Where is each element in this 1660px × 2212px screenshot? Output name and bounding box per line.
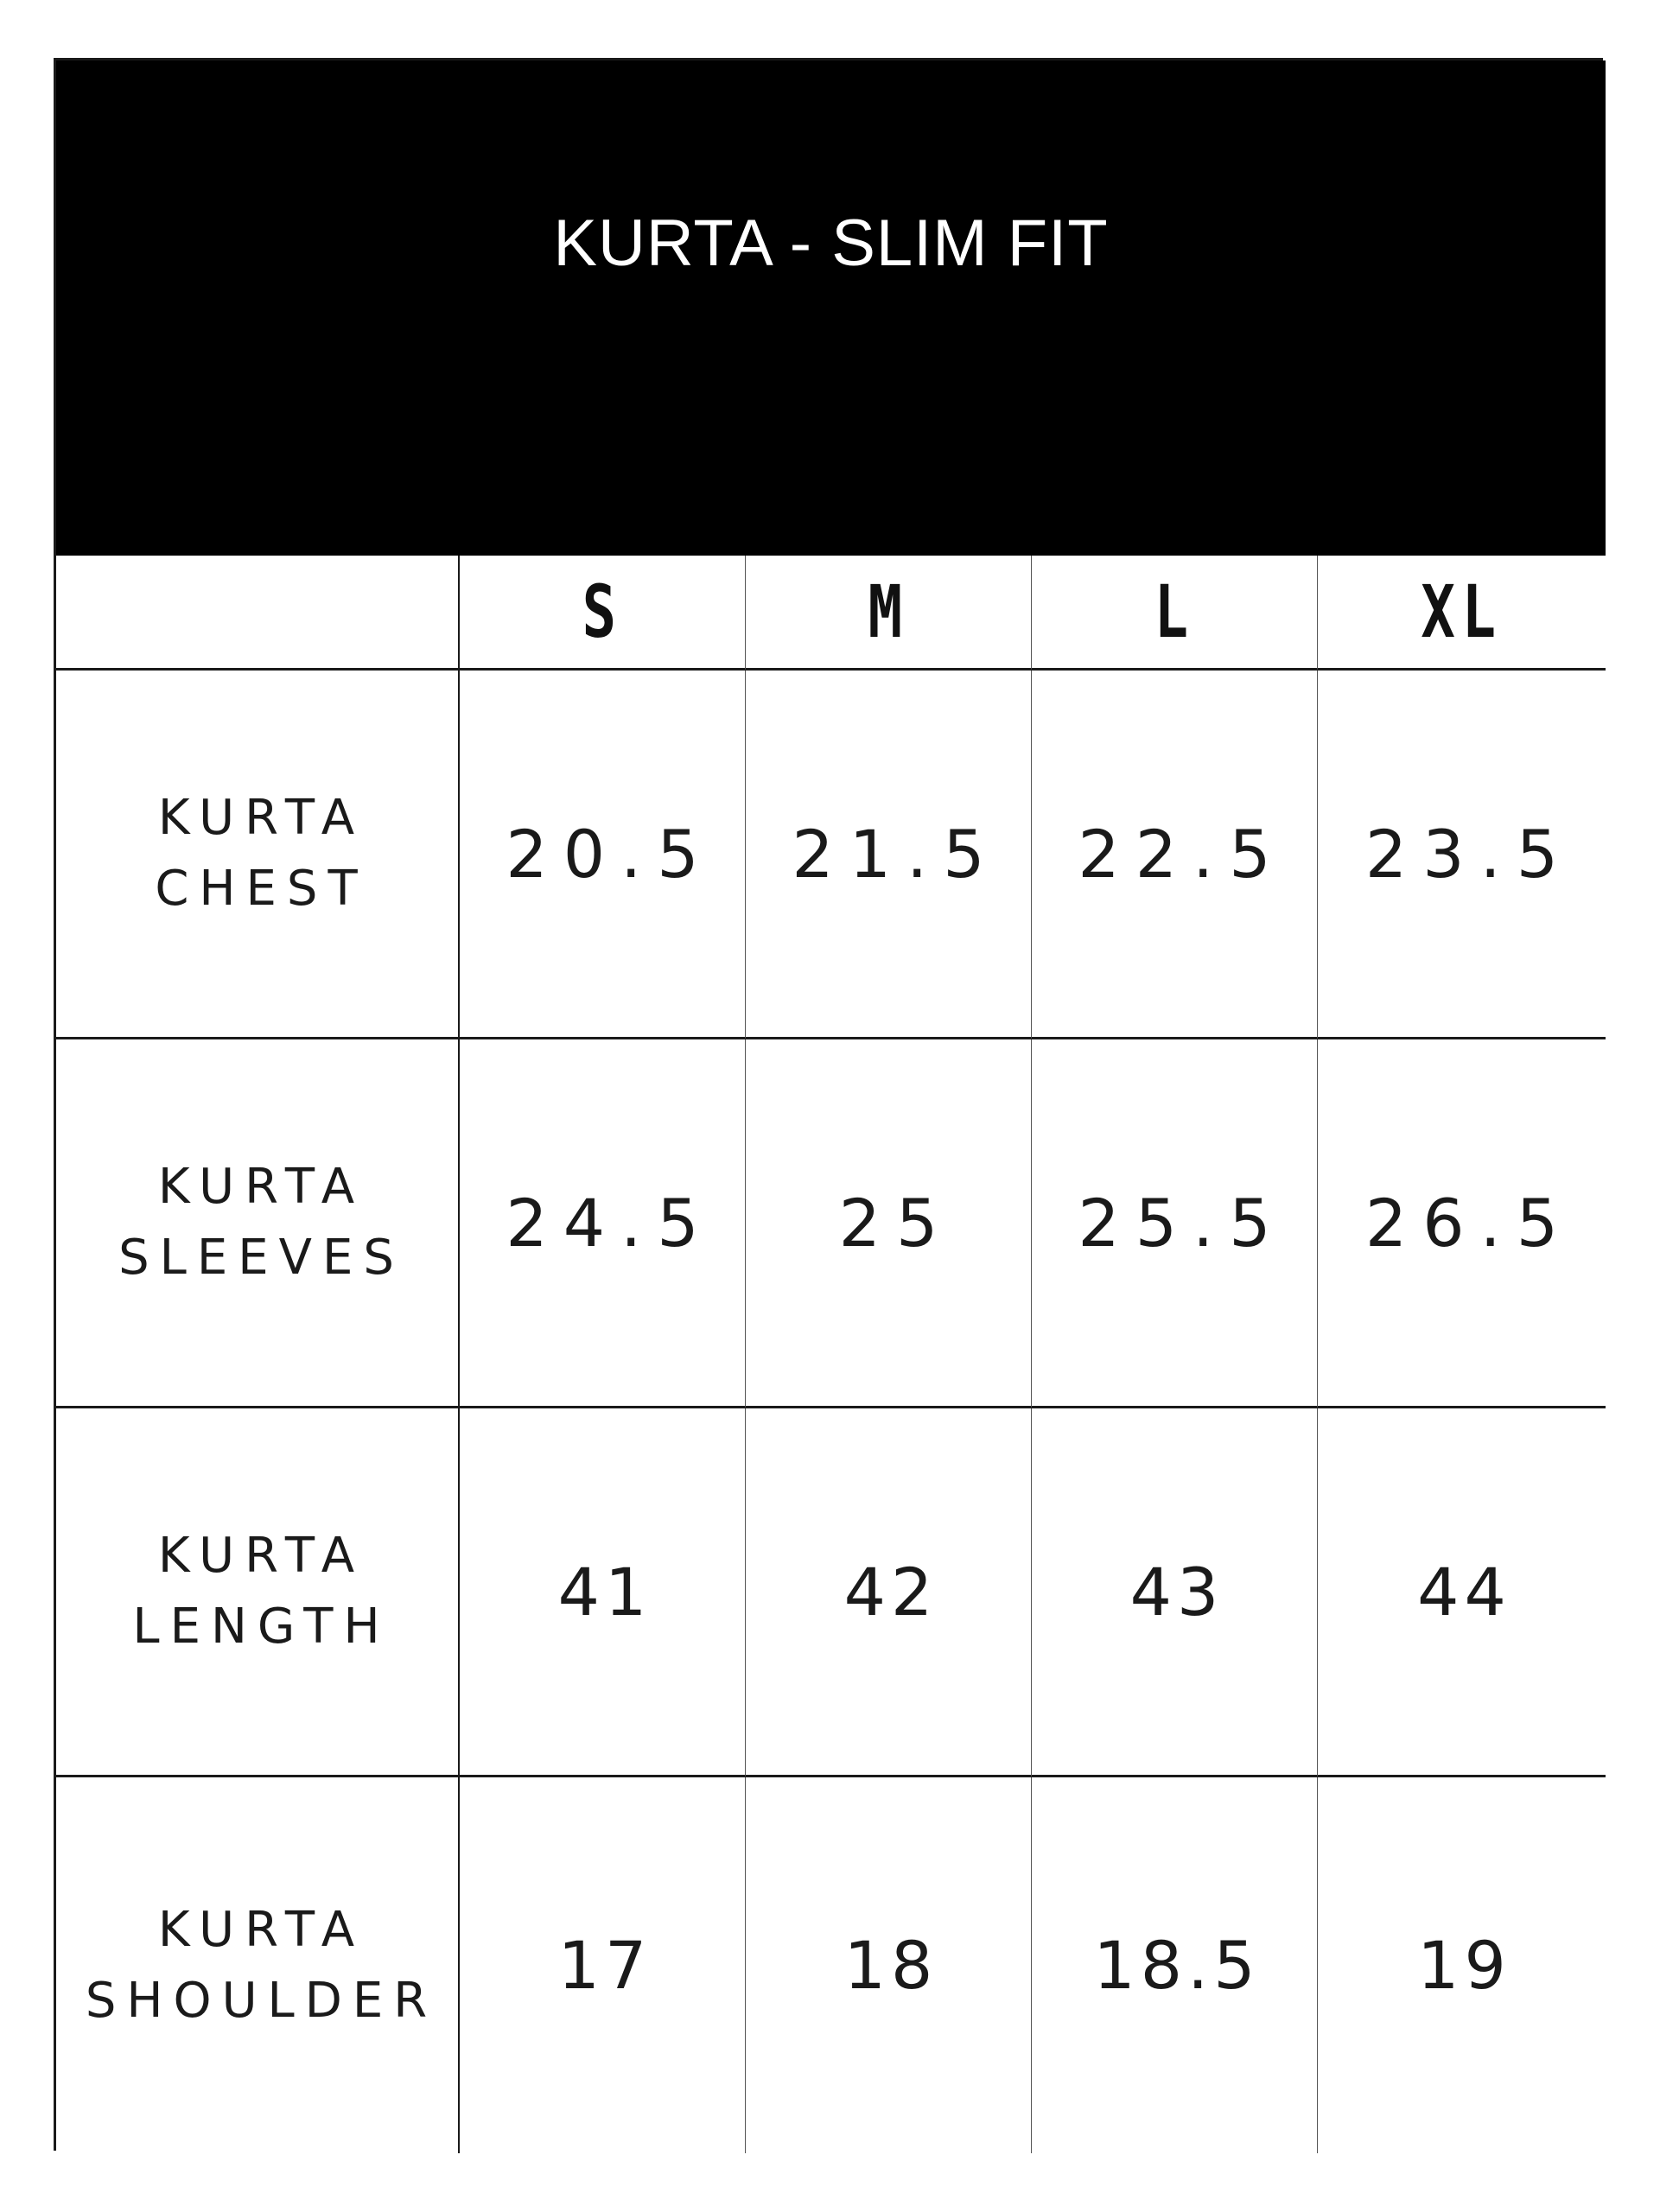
cell-value: 24.5	[506, 1184, 715, 1262]
table-cell	[1032, 1039, 1318, 1408]
cell-value: 20.5	[506, 815, 715, 893]
cell-value: 41	[557, 1553, 652, 1630]
header-size-s	[460, 556, 746, 671]
row-label-cell-shoulder	[56, 1777, 460, 2153]
table-cell	[746, 1408, 1032, 1777]
row-label-line2: LENGTH	[132, 1599, 391, 1655]
row-label-line2: CHEST	[155, 861, 368, 917]
header-corner-cell	[56, 556, 460, 671]
cell-value: 18.5	[1093, 1927, 1261, 2004]
chart-title: KURTA - SLIM FIT	[553, 207, 1109, 280]
cell-value: 42	[843, 1553, 938, 1630]
row-label-line1: KURTA	[157, 790, 366, 846]
row-label-cell-sleeves	[56, 1039, 460, 1408]
row-label-sleeves	[118, 1152, 404, 1294]
header-size-xl	[1318, 556, 1606, 671]
cell-value: 43	[1129, 1553, 1224, 1630]
size-chart-table	[54, 58, 1603, 2151]
cell-value: 26.5	[1364, 1184, 1574, 1262]
cell-value: 25	[838, 1184, 954, 1262]
table-cell	[460, 1039, 746, 1408]
cell-value: 23.5	[1364, 815, 1574, 893]
table-cell	[746, 1039, 1032, 1408]
size-label-m: M	[868, 569, 909, 654]
cell-value: 17	[557, 1927, 652, 2004]
table-cell	[746, 671, 1032, 1039]
size-label-xl: XL	[1421, 569, 1503, 654]
table-cell	[1318, 1039, 1606, 1408]
table-cell	[1032, 1408, 1318, 1777]
table-cell	[460, 1777, 746, 2153]
row-label-length	[132, 1521, 390, 1662]
title-band	[56, 60, 1606, 556]
cell-value: 22.5	[1078, 815, 1287, 893]
table-cell	[460, 671, 746, 1039]
row-label-line2: SLEEVES	[118, 1230, 404, 1286]
size-label-l: L	[1154, 569, 1195, 654]
header-size-m	[746, 556, 1032, 671]
row-label-line2: SHOULDER	[85, 1972, 438, 2029]
row-label-cell-chest	[56, 671, 460, 1039]
cell-value: 18	[843, 1927, 938, 2004]
table-cell	[746, 1777, 1032, 2153]
table-cell	[1318, 1777, 1606, 2153]
table-cell	[1032, 671, 1318, 1039]
row-label-line1: KURTA	[157, 1901, 366, 1958]
table-cell	[460, 1408, 746, 1777]
table-cell	[1318, 1408, 1606, 1777]
row-label-shoulder	[86, 1895, 437, 2037]
cell-value: 25.5	[1078, 1184, 1287, 1262]
header-size-l	[1032, 556, 1318, 671]
row-label-cell-length	[56, 1408, 460, 1777]
cell-value: 44	[1417, 1553, 1511, 1630]
table-cell	[1032, 1777, 1318, 2153]
row-label-line1: KURTA	[157, 1528, 366, 1584]
cell-value: 21.5	[792, 815, 1001, 893]
row-label-line1: KURTA	[157, 1159, 366, 1215]
row-label-chest	[155, 783, 367, 925]
cell-value: 19	[1417, 1927, 1511, 2004]
table-cell	[1318, 671, 1606, 1039]
size-label-s: S	[582, 569, 623, 654]
